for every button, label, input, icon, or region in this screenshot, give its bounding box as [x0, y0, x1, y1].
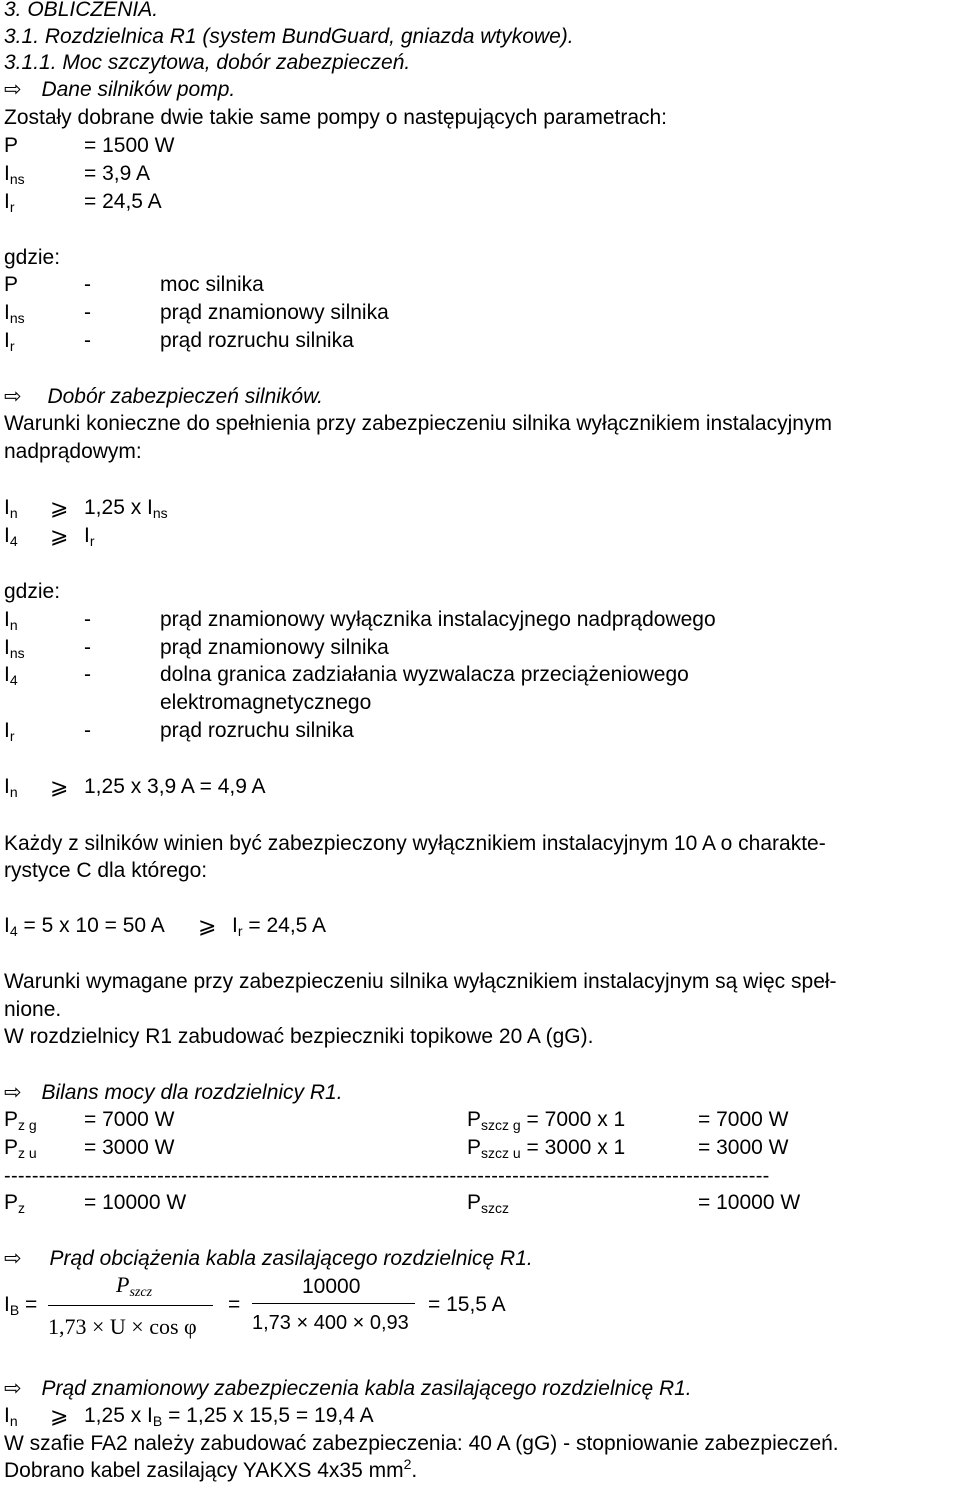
param-symbol: I	[4, 190, 10, 213]
where-subscript: 4	[9, 672, 18, 688]
cable-period: .	[411, 1459, 418, 1482]
ib-formula: $I_B$ = $P_{szcz}$ 1,73 × U × cos φ = 10000 1,73 × 400 × 0,93 = 15,5 A	[0, 1270, 600, 1346]
where-row: $I_4$ - dolna granica zadziałania wyzwalacza przeciążeniowego	[4, 663, 689, 688]
numeric-denominator: 1,73 × 400 × 0,93	[252, 1312, 409, 1334]
pumps-heading: Dane silników pomp.	[41, 78, 236, 101]
param-subscript: ns	[9, 171, 25, 187]
conditions-text: nadprądowym:	[4, 440, 142, 463]
section-heading-3: 3. OBLICZENIA.	[4, 0, 159, 21]
where-subscript: r	[9, 338, 15, 354]
where-row	[4, 328, 704, 354]
cond-subscript: ns	[152, 505, 168, 521]
arrow-icon: ⇨	[4, 385, 22, 408]
where-symbol: I	[4, 329, 10, 352]
where-dash: -	[84, 273, 91, 296]
where-subscript: ns	[9, 310, 25, 326]
body-text: Każdy z silników winien być zabezpieczony wyłącznikiem instalacyjnym 10 A o charakte-	[4, 832, 826, 855]
calc-value: = 24,5 A	[248, 914, 327, 937]
geq-icon: ⩾	[50, 495, 69, 520]
cond-rhs: 1,25 x I	[84, 496, 153, 519]
where-row: $I_{ns}$ - prąd znamionowy silnika	[4, 636, 389, 661]
where-desc: prąd rozruchu silnika	[160, 329, 354, 352]
param-row	[4, 189, 304, 215]
section-heading-3-1: 3.1. Rozdzielnica R1 (system BundGuard, gniazda wtykowe).	[4, 25, 574, 48]
rated-calculation: $I_n$ ⩾ 1,25 x $I_B = 1,25$ x 15,5 = 19,4 A	[4, 1403, 374, 1429]
param-value: = 3,9 A	[84, 162, 150, 185]
balance-heading: Bilans mocy dla rozdzielnicy R1.	[41, 1081, 343, 1104]
where-desc: prąd znamionowy silnika	[160, 301, 389, 324]
rated-heading-row	[4, 1376, 692, 1402]
body-text: W szafie FA2 należy zabudować zabezpieczenia: 40 A (gG) - stopniowanie zabezpieczeń.	[4, 1432, 839, 1455]
cond-subscript: 4	[9, 533, 18, 549]
rated-heading: Prąd znamionowy zabezpieczenia kabla zasilającego rozdzielnicę R1.	[41, 1377, 692, 1400]
balance-subscript: szcz g	[481, 1117, 521, 1133]
param-value: = 24,5 A	[84, 190, 162, 213]
pumps-heading-row	[4, 77, 235, 103]
balance-row: $P_{z g}$ = 7000 W $P_{szcz g} = 7000$ x 1 = 7000 W	[4, 1108, 789, 1133]
calc-value: = 1,25 x 15,5 = 19,4 A	[168, 1404, 374, 1427]
ib-result: = 15,5 A	[428, 1293, 506, 1316]
condition-row: $I_n$ ⩾ 1,25 x $I_{ns}$	[4, 495, 168, 521]
body-text: nione.	[4, 998, 62, 1021]
where-desc: moc silnika	[160, 273, 264, 296]
formula-denominator: 1,73 × U × cos φ	[48, 1314, 197, 1339]
where-desc: elektromagnetycznego	[160, 691, 372, 714]
arrow-icon: ⇨	[4, 1081, 22, 1104]
balance-result: = 10000 W	[698, 1191, 801, 1214]
balance-left-value: = 10000 W	[84, 1191, 187, 1214]
arrow-icon: ⇨	[4, 1377, 22, 1400]
balance-right-value: = 7000 x 1	[526, 1108, 626, 1131]
where-row	[4, 272, 704, 298]
where-symbol: I	[4, 301, 10, 324]
calc-subscript: 4	[9, 923, 18, 939]
param-symbol: P	[4, 134, 19, 157]
balance-subscript: z	[18, 1200, 26, 1216]
equals: =	[25, 1293, 38, 1316]
where-dash: -	[84, 663, 91, 686]
where-dash: -	[84, 329, 91, 352]
equals: =	[228, 1293, 241, 1316]
formula-numerator	[116, 1272, 152, 1298]
balance-subscript: z g	[18, 1117, 37, 1133]
where-label: gdzie:	[4, 580, 61, 603]
param-subscript: r	[9, 199, 15, 215]
where-dash: -	[84, 608, 91, 631]
param-symbol: I	[4, 162, 10, 185]
where-row: $I_n$ - prąd znamionowy wyłącznika instalacyjnego nadprądowego	[4, 608, 716, 633]
calc-value: 1,25 x I	[84, 1404, 153, 1427]
body-text: rystyce C dla którego:	[4, 859, 208, 882]
where-desc: prąd rozruchu silnika	[160, 719, 354, 742]
geq-icon: ⩾	[50, 523, 69, 548]
calc-subscript: n	[9, 1413, 18, 1429]
calc-rhs: 1,25 x 3,9 A = 4,9 A	[84, 775, 266, 798]
where-row: $I_r$ - prąd rozruchu silnika	[4, 719, 354, 744]
in-calculation: $I_n$ ⩾ 1,25 x 3,9 A = 4,9 A	[4, 774, 266, 800]
separator-line: --------------------------------------------------------------------------------------------------------------	[4, 1165, 770, 1187]
cond-subscript: r	[89, 533, 95, 549]
geq-icon: ⩾	[198, 913, 217, 938]
calc-subscript: r	[237, 923, 243, 939]
balance-result: = 7000 W	[698, 1108, 789, 1131]
numeric-numerator: 10000	[302, 1275, 361, 1298]
condition-row: $I_4$ ⩾ $I_r$	[4, 523, 95, 549]
where-row-continued	[4, 690, 904, 716]
fraction-line	[252, 1303, 415, 1304]
balance-subscript: szcz u	[481, 1145, 521, 1161]
pumps-intro: Zostały dobrane dwie takie same pompy o następujących parametrach:	[4, 106, 668, 129]
where-desc: prąd znamionowy silnika	[160, 636, 389, 659]
where-subscript: r	[9, 728, 15, 744]
balance-subscript: z u	[18, 1145, 37, 1161]
where-desc: prąd znamionowy wyłącznika instalacyjnego nadprądowego	[160, 608, 716, 631]
where-subscript: n	[9, 617, 18, 633]
p-symbol: P	[116, 1272, 130, 1297]
param-row	[4, 161, 304, 187]
cable-heading-row	[4, 1246, 533, 1272]
ib-subscript: B	[9, 1302, 20, 1318]
where-label: gdzie:	[4, 246, 61, 269]
section-heading-3-1-1: 3.1.1. Moc szczytowa, dobór zabezpieczeń.	[4, 51, 411, 74]
balance-heading-row	[4, 1080, 343, 1106]
calc-subscript: n	[9, 784, 18, 800]
calc-subscript: B	[152, 1413, 163, 1429]
where-row	[4, 300, 704, 326]
i4-calculation: $I_4 = 5$ x 10 = 50 A ⩾ $I_r = 24,5$ A	[4, 913, 327, 939]
cable-superscript: 2	[403, 1456, 412, 1472]
balance-row: $P_{z u}$ = 3000 W $P_{szcz u} = 3000$ x 1 = 3000 W	[4, 1136, 789, 1161]
where-subscript: ns	[9, 645, 25, 661]
body-text: Warunki wymagane przy zabezpieczeniu silnika wyłącznikiem instalacyjnym są więc speł-	[4, 970, 837, 993]
arrow-icon: ⇨	[4, 1247, 22, 1270]
param-row	[4, 133, 304, 159]
cable-heading: Prąd obciążenia kabla zasilającego rozdzielnicę R1.	[49, 1247, 533, 1270]
balance-left-value: = 3000 W	[84, 1136, 175, 1159]
balance-subscript: szcz	[481, 1200, 510, 1216]
balance-total-row: $P_z$ = 10000 W $P_{szcz}$ = 10000 W	[4, 1191, 801, 1216]
where-dash: -	[84, 719, 91, 742]
balance-left-value: = 7000 W	[84, 1108, 175, 1131]
cable-selection	[4, 1458, 417, 1484]
geq-icon: ⩾	[50, 774, 69, 799]
protection-heading-row	[4, 384, 323, 410]
cond-subscript: n	[9, 505, 18, 521]
body-text: W rozdzielnicy R1 zabudować bezpieczniki topikowe 20 A (gG).	[4, 1025, 594, 1048]
where-desc: dolna granica zadziałania wyzwalacza przeciążeniowego	[160, 663, 689, 686]
fraction-line	[48, 1305, 213, 1306]
cable-text: Dobrano kabel zasilający YAKXS 4x35 mm	[4, 1459, 404, 1482]
where-symbol: P	[4, 273, 19, 296]
param-value: = 1500 W	[84, 134, 175, 157]
balance-right-value: = 3000 x 1	[526, 1136, 626, 1159]
where-dash: -	[84, 301, 91, 324]
calc-value: = 5 x 10 = 50 A	[23, 914, 165, 937]
where-dash: -	[84, 636, 91, 659]
arrow-icon: ⇨	[4, 78, 22, 101]
p-subscript: szcz	[129, 1285, 153, 1300]
geq-icon: ⩾	[50, 1403, 69, 1428]
protection-heading: Dobór zabezpieczeń silników.	[47, 385, 323, 408]
balance-result: = 3000 W	[698, 1136, 789, 1159]
conditions-text: Warunki konieczne do spełnienia przy zabezpieczeniu silnika wyłącznikiem instalacyjnym	[4, 412, 832, 435]
